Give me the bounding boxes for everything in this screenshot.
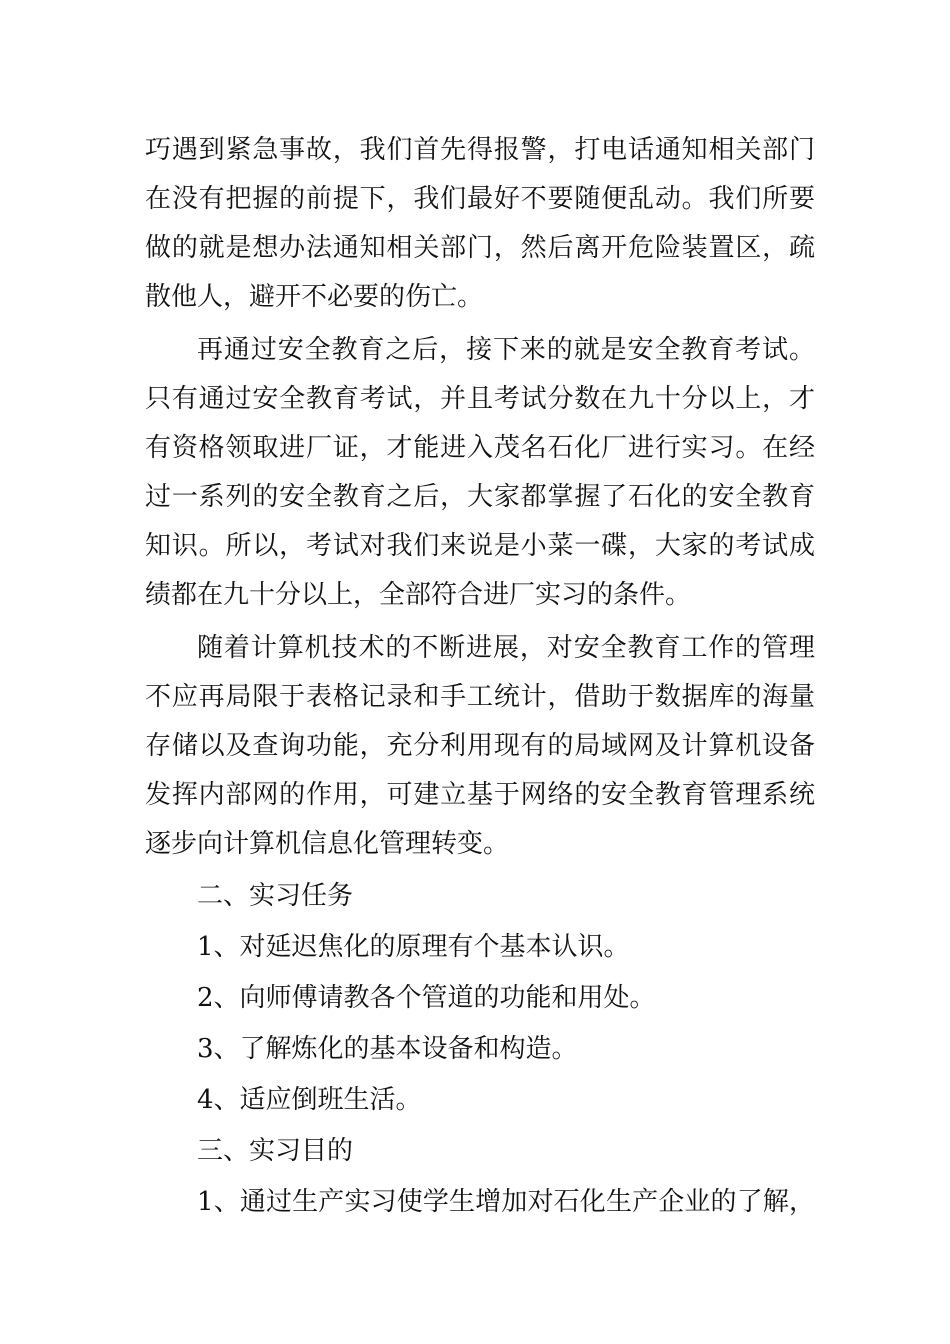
paragraph-first-line: 随着计算机技术的不断进展，对安全教育工作的管理 bbox=[197, 633, 815, 663]
paragraph-first-line: 再通过安全教育之后，接下来的就是安全教育考试。 bbox=[197, 335, 815, 365]
list-item: 1、通过生产实习使学生增加对石化生产企业的了解， bbox=[197, 1187, 815, 1217]
list-item: 3、了解炼化的基本设备和构造。 bbox=[197, 1034, 578, 1064]
text-line: 散他人，避开不必要的伤亡。 bbox=[145, 282, 484, 312]
text-line: 逐步向计算机信息化管理转变。 bbox=[145, 829, 510, 859]
section-heading: 三、实习目的 bbox=[197, 1136, 354, 1166]
text-line: 巧遇到紧急事故，我们首先得报警，打电话通知相关部门 bbox=[145, 135, 815, 165]
text-line: 存储以及查询功能，充分利用现有的局域网及计算机设备 bbox=[145, 731, 815, 761]
text-line: 知识。所以，考试对我们来说是小菜一碟，大家的考试成 bbox=[145, 531, 815, 561]
list-item: 1、对延迟焦化的原理有个基本认识。 bbox=[197, 932, 630, 962]
list-item: 4、适应倒班生活。 bbox=[197, 1085, 422, 1115]
text-line: 过一系列的安全教育之后，大家都掌握了石化的安全教育 bbox=[145, 482, 815, 512]
text-line: 绩都在九十分以上，全部符合进厂实习的条件。 bbox=[145, 580, 692, 610]
text-line: 有资格领取进厂证，才能进入茂名石化厂进行实习。在经 bbox=[145, 433, 815, 463]
text-line: 做的就是想办法通知相关部门，然后离开危险装置区，疏 bbox=[145, 233, 815, 263]
text-line: 不应再局限于表格记录和手工统计，借助于数据库的海量 bbox=[145, 682, 815, 712]
section-heading: 二、实习任务 bbox=[197, 881, 354, 911]
text-line: 发挥内部网的作用，可建立基于网络的安全教育管理系统 bbox=[145, 780, 815, 810]
text-line: 在没有把握的前提下，我们最好不要随便乱动。我们所要 bbox=[145, 184, 815, 214]
text-line: 只有通过安全教育考试，并且考试分数在九十分以上，才 bbox=[145, 384, 815, 414]
list-item: 2、向师傅请教各个管道的功能和用处。 bbox=[197, 983, 656, 1013]
